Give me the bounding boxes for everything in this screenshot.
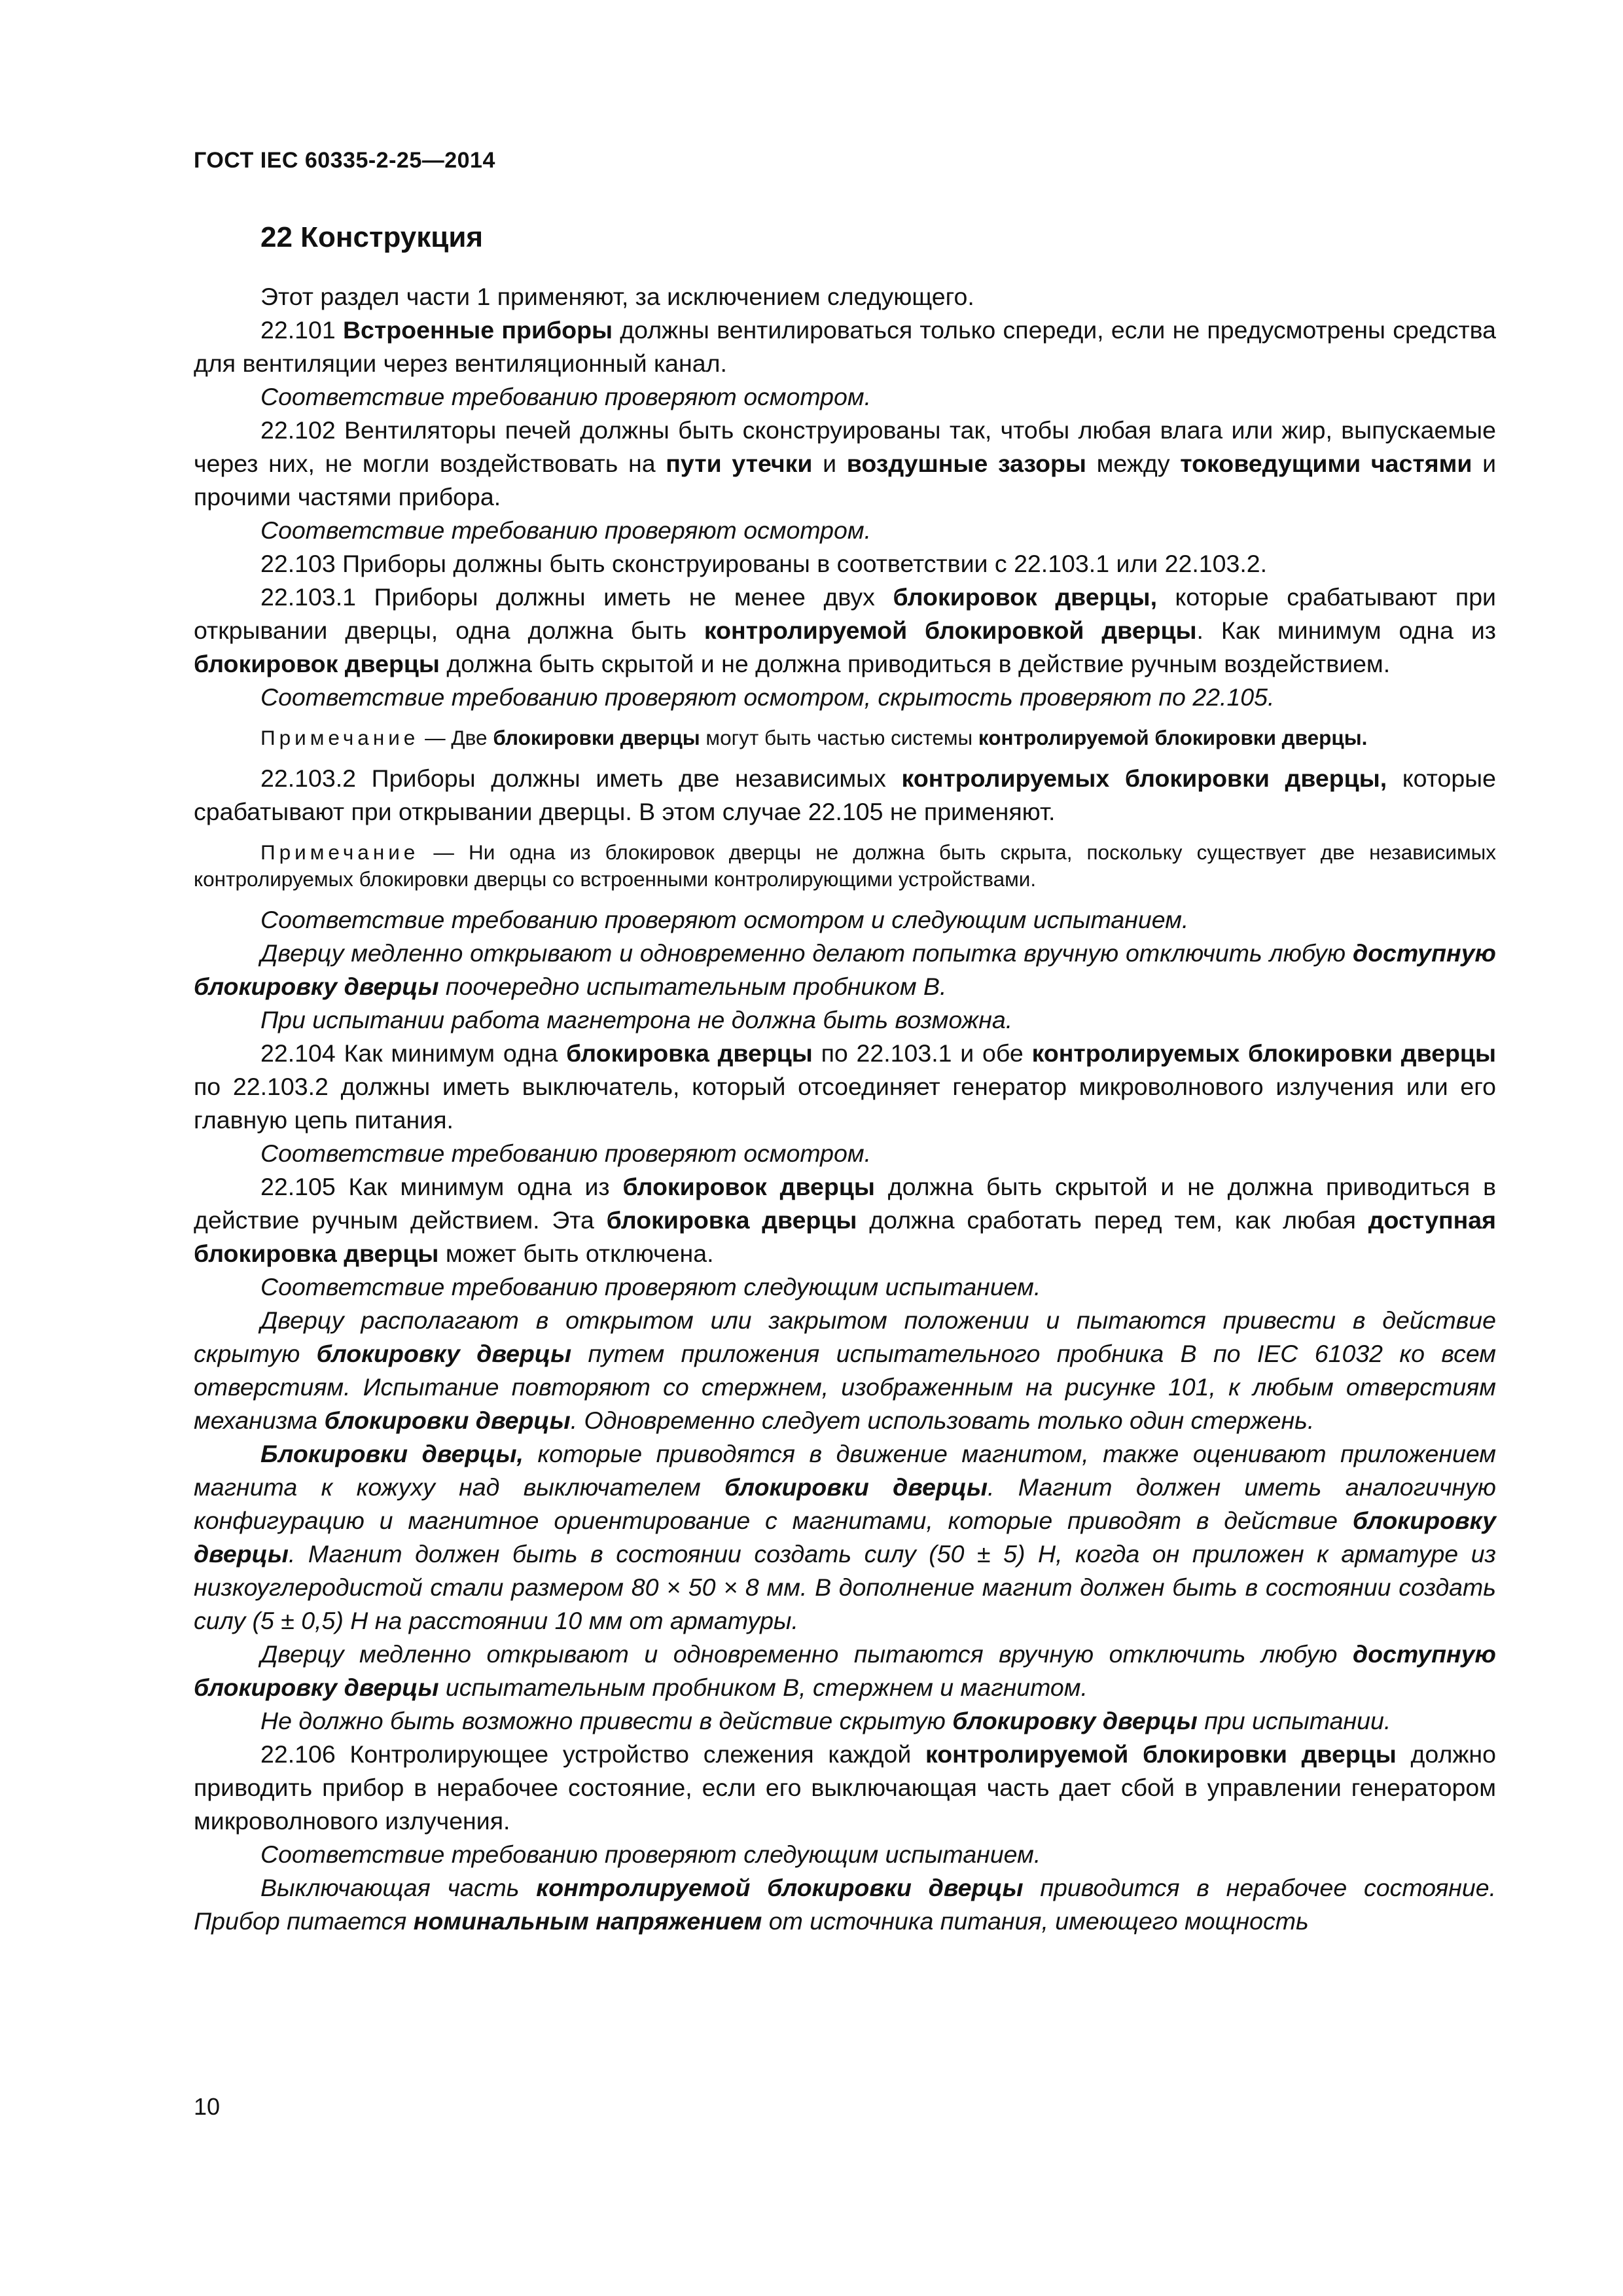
- paragraph: [194, 1838, 1496, 1871]
- text-run: может быть отключена.: [438, 1240, 714, 1267]
- bold-term: блокировок дверцы: [194, 650, 440, 677]
- bold-term: блокировок дверцы,: [893, 583, 1157, 611]
- bold-term: контролируемой блокировки дверцы: [536, 1874, 1024, 1901]
- text-run: Соответствие требованию проверяют осмотром и следующим испытанием.: [260, 906, 1189, 933]
- text-run: и: [812, 450, 847, 477]
- note-label: Примечание: [260, 726, 419, 749]
- bold-term: блокировки дверцы: [724, 1473, 988, 1501]
- bold-term: токоведущими частями: [1180, 450, 1472, 477]
- bold-term: блокировка дверцы: [566, 1039, 813, 1067]
- text-run: приводится в нерабочее состояние. Прибор питается: [194, 1874, 1496, 1935]
- text-run: 22.101: [260, 316, 343, 344]
- text-run: по 22.103.1 и обе: [812, 1039, 1032, 1067]
- text-run: должна быть скрытой и не должна приводиться в действие ручным воздействием.: [439, 650, 1391, 677]
- text-run: от источника питания, имеющего мощность: [762, 1907, 1309, 1935]
- text-run: поочередно испытательным пробником В.: [438, 973, 947, 1000]
- bold-term: доступную блокировку дверцы: [194, 939, 1496, 1000]
- paragraph: [194, 681, 1496, 714]
- paragraph: [194, 547, 1496, 581]
- bold-term: доступную блокировку дверцы: [194, 1640, 1496, 1701]
- text-run: должна сработать перед тем, как любая: [857, 1206, 1368, 1234]
- text-run: Выключающая часть: [260, 1874, 537, 1901]
- paragraph: [194, 1638, 1496, 1704]
- text-run: . Магнит должен иметь аналогичную конфигурацию и магнитное ориентирование с магнитами, которые приводят в действие: [194, 1473, 1496, 1534]
- text-run: Соответствие требованию проверяют осмотром.: [260, 516, 872, 544]
- paragraph: [194, 314, 1496, 380]
- text-run: . Как минимум одна из: [1196, 617, 1496, 644]
- paragraph: [194, 762, 1496, 829]
- text-run: Соответствие требованию проверяют следующим испытанием.: [260, 1840, 1041, 1868]
- text-run: Дверцу медленно открывают и одновременно делают попытка вручную отключить любую: [260, 939, 1353, 967]
- note-label: Примечание: [260, 840, 419, 864]
- bold-term: блокировки дверцы: [324, 1407, 571, 1434]
- page-number: 10: [194, 2093, 221, 2120]
- bold-term: блокировка дверцы: [606, 1206, 857, 1234]
- text-run: 22.105 Как минимум одна из: [260, 1173, 623, 1200]
- bold-term: контролируемой блокировки дверцы.: [978, 726, 1368, 749]
- bold-term: контролируемых блокировки дверцы: [1031, 1039, 1497, 1067]
- text-run: должны вентилироваться только спереди, если не предусмотрены средства для вентиляции через вентиляционный канал.: [194, 316, 1496, 377]
- paragraph: [194, 1304, 1496, 1437]
- bold-term: блокировки дверцы: [493, 726, 700, 749]
- text-run: 22.103 Приборы должны быть сконструированы в соответствии с 22.103.1 или 22.103.2.: [260, 550, 1268, 577]
- bold-term: блокировку дверцы: [194, 1507, 1496, 1568]
- paragraph: [194, 1137, 1496, 1170]
- text-run: должно приводить прибор в нерабочее состояние, если его выключающая часть дает сбой в управлении генератором микроволнового излучения.: [194, 1740, 1496, 1835]
- standard-header: ГОСТ IEC 60335-2-25—2014: [194, 148, 495, 173]
- section-body: [194, 280, 1496, 1938]
- bold-term: доступная блокировка дверцы: [194, 1206, 1496, 1267]
- text-run: При испытании работа магнетрона не должна быть возможна.: [260, 1006, 1013, 1033]
- section-title: 22 Конструкция: [260, 221, 484, 253]
- bold-term: пути утечки: [666, 450, 813, 477]
- text-run: 22.106 Контролирующее устройство слежения каждой: [260, 1740, 925, 1768]
- bold-term: Встроенные приборы: [342, 316, 613, 344]
- text-run: 22.102 Вентиляторы печей должны быть сконструированы так, чтобы любая влага или жир, выпускаемые через них, не могли воздействовать на: [194, 416, 1496, 477]
- paragraph: [194, 1037, 1496, 1137]
- bold-term: воздушные зазоры: [846, 450, 1086, 477]
- bold-term: блокировку дверцы: [316, 1340, 572, 1367]
- text-run: Дверцу располагают в открытом или закрытом положении и пытаются привести в действие скрытую: [194, 1306, 1496, 1367]
- text-run: которые срабатывают при открывании дверцы, одна должна быть: [194, 583, 1496, 644]
- text-run: . Магнит должен быть в состоянии создать силу (50 ± 5) Н, когда он приложен к арматуре из низкоуглеродистой стали размером 80 × 50 × 8 мм. В дополнение магнит должен быть в состоянии создать силу (5 ± 0,5) Н на расстоянии 10 мм от арматуры.: [194, 1540, 1496, 1634]
- bold-term: контролируемой блокировки дверцы: [925, 1740, 1397, 1768]
- paragraph: [194, 1871, 1496, 1938]
- text-run: Соответствие требованию проверяют следующим испытанием.: [260, 1273, 1041, 1300]
- text-run: должна быть скрытой и не должна приводиться в действие ручным действием. Эта: [194, 1173, 1497, 1234]
- text-run: путем приложения испытательного пробника В по IEC 61032 ко всем отверстиям. Испытание повторяют со стержнем, изображенным на рисунке 101, к любым отверстиям механизма: [194, 1340, 1496, 1434]
- paragraph: [194, 937, 1496, 1003]
- text-run: 22.104 Как минимум одна: [260, 1039, 567, 1067]
- text-run: 22.103.1 Приборы должны иметь не менее двух: [260, 583, 893, 611]
- text-run: испытательным пробником В, стержнем и магнитом.: [438, 1674, 1088, 1701]
- paragraph: [194, 1170, 1496, 1270]
- paragraph: [194, 380, 1496, 414]
- paragraph: [194, 1003, 1496, 1037]
- paragraph: [194, 1738, 1496, 1838]
- bold-term: блокировку дверцы: [952, 1707, 1198, 1734]
- text-run: могут быть частью системы: [700, 726, 978, 749]
- text-run: — Две: [419, 726, 493, 749]
- text-run: . Одновременно следует использовать только один стержень.: [570, 1407, 1315, 1434]
- text-run: которые срабатывают при открывании дверцы. В этом случае 22.105 не применяют.: [194, 764, 1496, 825]
- text-run: Соответствие требованию проверяют осмотром.: [260, 1139, 872, 1167]
- text-run: и прочими частями прибора.: [194, 450, 1497, 511]
- text-run: Этот раздел части 1 применяют, за исключением следующего.: [260, 283, 974, 310]
- text-run: по 22.103.2 должны иметь выключатель, который отсоединяет генератор микроволнового излучения или его главную цепь питания.: [194, 1073, 1496, 1134]
- text-run: Соответствие требованию проверяют осмотром.: [260, 383, 872, 410]
- paragraph: [194, 1270, 1496, 1304]
- bold-term: блокировок дверцы: [622, 1173, 875, 1200]
- bold-term: номинальным напряжением: [413, 1907, 762, 1935]
- text-run: Не должно быть возможно привести в действие скрытую: [260, 1707, 953, 1734]
- text-run: между: [1086, 450, 1181, 477]
- text-run: Соответствие требованию проверяют осмотром, скрытость проверяют по 22.105.: [260, 683, 1275, 711]
- text-run: при испытании.: [1197, 1707, 1391, 1734]
- bold-term: Блокировки дверцы,: [260, 1440, 524, 1467]
- paragraph: [194, 414, 1496, 514]
- paragraph: [194, 514, 1496, 547]
- note-paragraph: [194, 839, 1496, 893]
- paragraph: [194, 280, 1496, 314]
- bold-term: контролируемой блокировкой дверцы: [704, 617, 1197, 644]
- bold-term: контролируемых блокировки дверцы,: [901, 764, 1387, 792]
- text-run: Дверцу медленно открывают и одновременно пытаются вручную отключить любую: [260, 1640, 1353, 1668]
- paragraph: [194, 903, 1496, 937]
- paragraph: [194, 1704, 1496, 1738]
- paragraph: [194, 1437, 1496, 1638]
- note-paragraph: [194, 725, 1496, 751]
- text-run: 22.103.2 Приборы должны иметь две независимых: [260, 764, 902, 792]
- paragraph: [194, 581, 1496, 681]
- text-run: которые приводятся в движение магнитом, также оценивают приложением магнита к кожуху над выключателем: [194, 1440, 1496, 1501]
- text-run: — Ни одна из блокировок дверцы не должна быть скрыта, поскольку существует две независимых контролируемых блокировки дверцы со встроенными контролирующими устройствами.: [194, 840, 1496, 891]
